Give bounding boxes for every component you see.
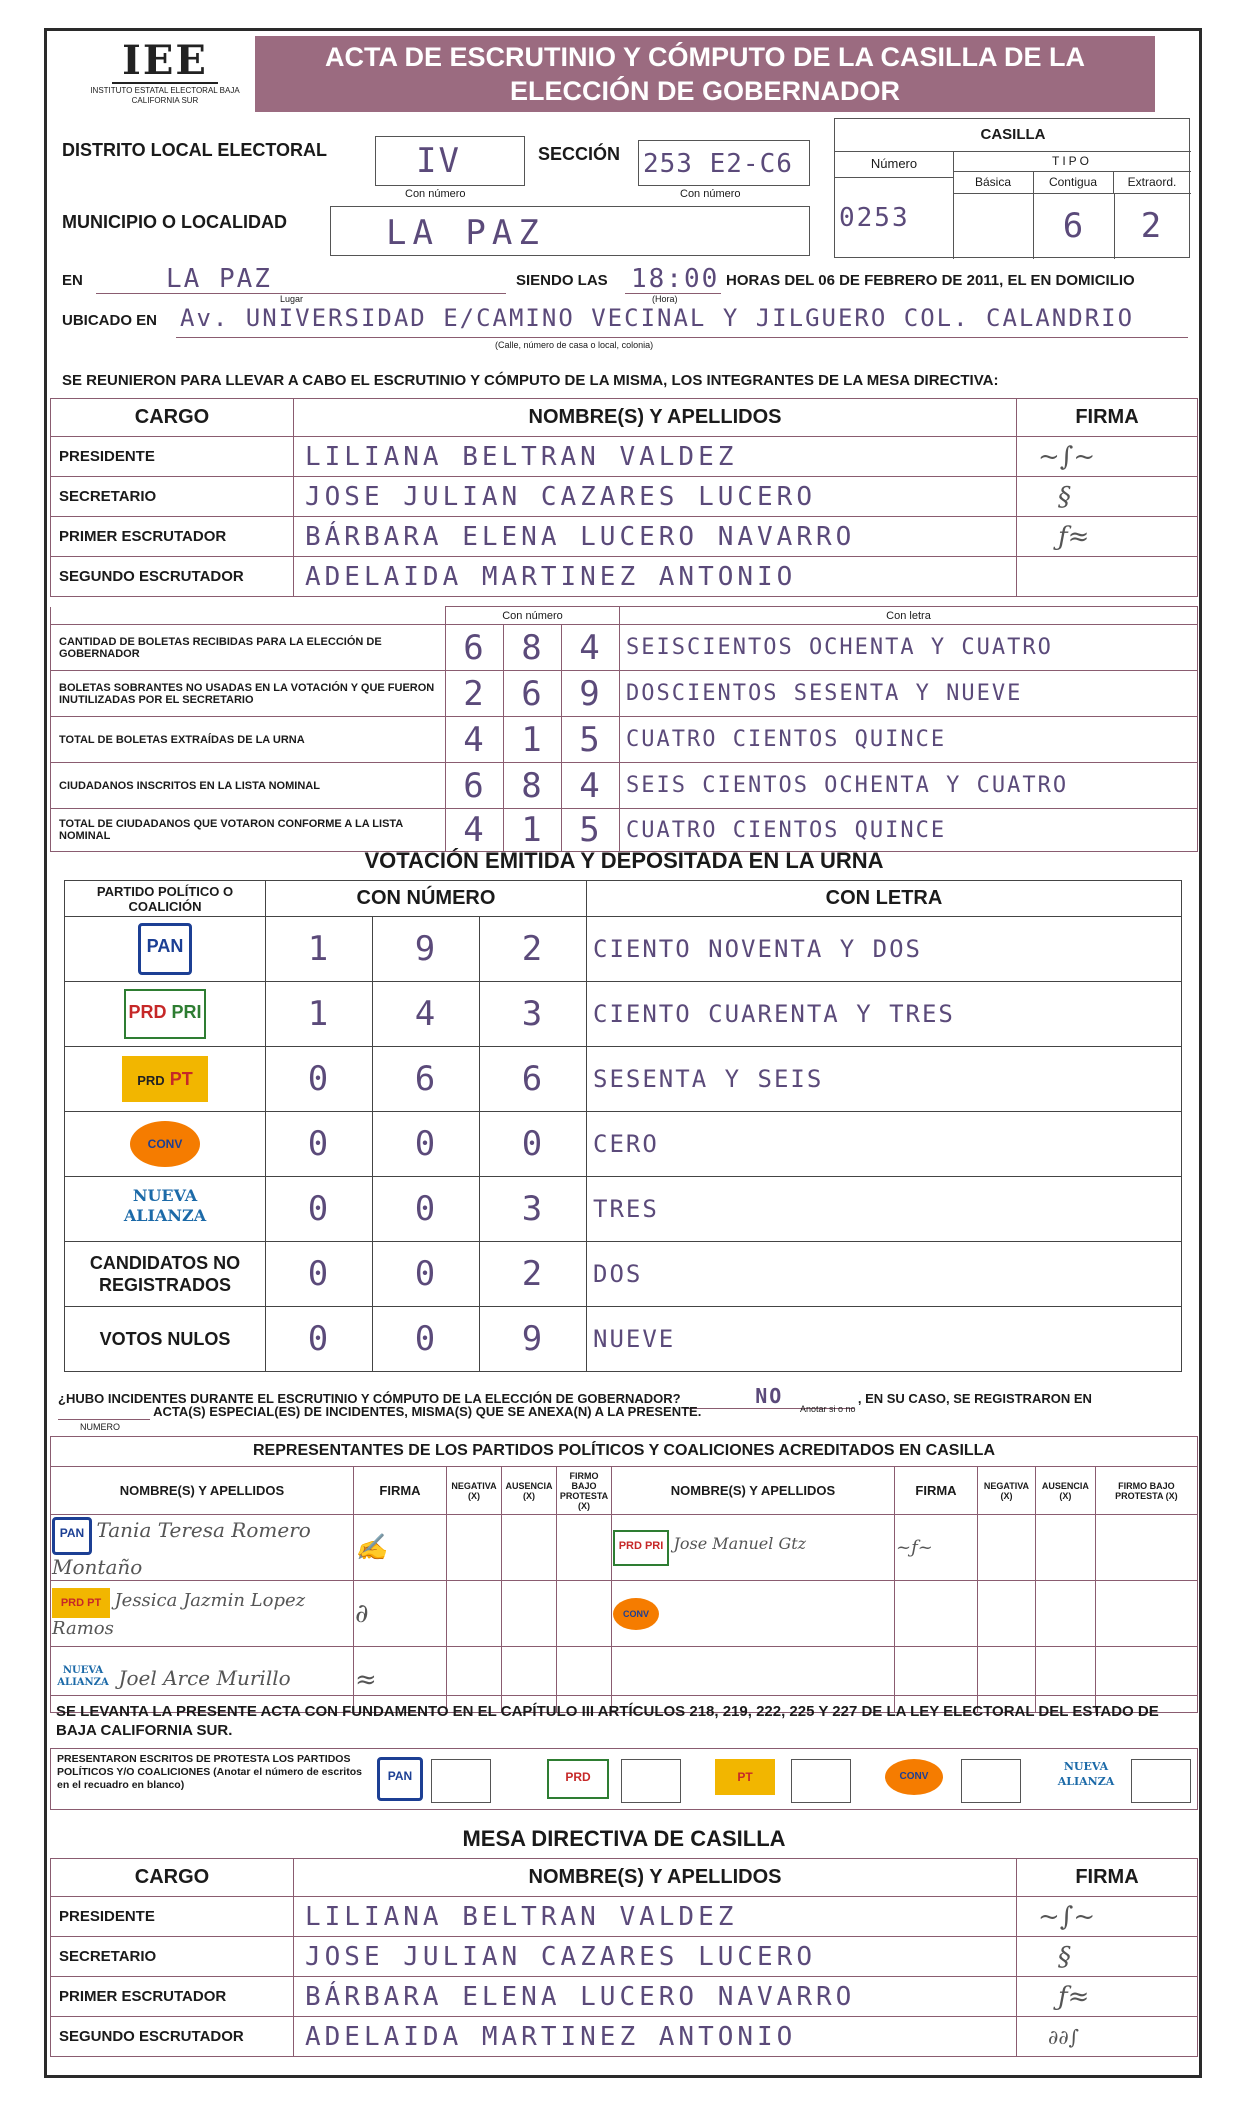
casilla-contigua-field[interactable] — [1033, 193, 1115, 259]
incidentes-question: ¿HUBO INCIDENTES DURANTE EL ESCRUTINIO Y CÓMPUTO DE LA ELECCIÓN DE GOBERNADOR? — [58, 1391, 681, 1406]
representantes-title: REPRESENTANTES DE LOS PARTIDOS POLÍTICOS Y COALICIONES ACREDITADOS EN CASILLA — [253, 1442, 995, 1459]
rep-nombre: Tania Teresa Romero Montaño — [52, 1517, 311, 1579]
mesa2-row — [51, 2017, 1198, 2057]
boletas-digit[interactable]: 4 — [562, 625, 620, 671]
signature-mark: ✍ — [355, 1532, 388, 1563]
boletas-digit[interactable]: 5 — [562, 809, 620, 852]
casilla-box — [834, 118, 1190, 258]
signature-mark: ~∫~ — [1038, 1901, 1096, 1932]
votacion-row — [65, 917, 1182, 982]
casilla-extraord-field[interactable] — [1113, 193, 1191, 259]
votos-digit[interactable]: 9 — [480, 1307, 587, 1372]
mesa-nombres-header: NOMBRE(S) Y APELLIDOS — [294, 399, 1017, 437]
en-value: LA PAZ — [166, 264, 272, 294]
mesa-firma-field[interactable] — [1017, 437, 1198, 477]
lugar-hint: Lugar — [280, 294, 304, 304]
mesa-nombre-field[interactable] — [294, 477, 1017, 517]
protesta-prd-pri-box[interactable] — [621, 1759, 681, 1803]
siendo-label: SIENDO LAS — [516, 272, 608, 289]
prd-pri-logo: PRD PRI — [613, 1530, 669, 1566]
mesa2-firma-field[interactable] — [1017, 1897, 1198, 1937]
mesa-firma-field[interactable] — [1017, 557, 1198, 597]
nueva-alianza-logo — [115, 1186, 215, 1232]
protesta-na-box[interactable] — [1131, 1759, 1191, 1803]
votos-digit[interactable]: 3 — [480, 982, 587, 1047]
boletas-digit[interactable]: 8 — [504, 625, 562, 671]
boletas-row — [51, 809, 1198, 852]
pt-logo-text: PT — [737, 1770, 753, 1784]
votos-digit[interactable]: 0 — [266, 1112, 373, 1177]
votos-letra[interactable]: NUEVE — [587, 1307, 1182, 1372]
seccion-field[interactable] — [638, 140, 810, 186]
boletas-table — [50, 606, 1198, 852]
boletas-label: TOTAL DE CIUDADANOS QUE VOTARON CONFORME A LA LISTA NOMINAL — [51, 809, 446, 852]
party-cell-na — [65, 1177, 266, 1242]
incidentes-line2-text: ACTA(S) ESPECIAL(ES) DE INCIDENTES, MISMA(S) QUE SE ANEXA(N) A LA PRESENTE. — [153, 1404, 702, 1419]
votos-digit[interactable]: 0 — [373, 1112, 480, 1177]
signature-mark: ~∫~ — [1038, 441, 1096, 472]
ubicado-hint: (Calle, número de casa o local, colonia) — [495, 340, 654, 350]
votos-digit[interactable]: 6 — [373, 1047, 480, 1112]
protesta-conv-box[interactable] — [961, 1759, 1021, 1803]
rep-firma-header-right: FIRMA — [895, 1467, 978, 1515]
votos-digit[interactable]: 2 — [480, 917, 587, 982]
form-title-line2: ELECCIÓN DE GOBERNADOR — [509, 76, 901, 106]
mesa2-row — [51, 1937, 1198, 1977]
mesa2-cargo: PRIMER ESCRUTADOR — [51, 1977, 294, 2017]
rep-negativa-header: NEGATIVA (X) — [447, 1467, 502, 1515]
form-title — [255, 36, 1155, 112]
rep-firma-field[interactable] — [895, 1581, 978, 1647]
prd-pt-logo: PRD PT — [52, 1588, 110, 1618]
protesta-row — [50, 1748, 1198, 1810]
votos-digit[interactable]: 0 — [266, 1307, 373, 1372]
prd-logo-text: PRD — [137, 1073, 165, 1088]
boletas-numero-header: Con número — [446, 607, 620, 625]
boletas-digit[interactable]: 9 — [562, 671, 620, 717]
rep-ausencia-box[interactable] — [502, 1515, 557, 1581]
rep-protesta-box[interactable] — [1095, 1581, 1197, 1647]
distrito-value: IV — [416, 141, 461, 181]
convergencia-logo: CONV — [885, 1759, 943, 1795]
rep-firma-header: FIRMA — [354, 1467, 447, 1515]
boletas-digit[interactable]: 6 — [446, 763, 504, 809]
boletas-row — [51, 763, 1198, 809]
protesta-pan-box[interactable] — [431, 1759, 491, 1803]
pt-logo-text: PT — [169, 1069, 193, 1089]
rep-nombre-field[interactable] — [612, 1581, 895, 1647]
mesa-nombre-field[interactable] — [294, 517, 1017, 557]
votacion-row — [65, 1047, 1182, 1112]
distrito-label: DISTRITO LOCAL ELECTORAL — [62, 140, 328, 160]
votos-digit[interactable]: 1 — [266, 917, 373, 982]
rep-firma-field[interactable] — [354, 1515, 447, 1581]
na-logo-line1: NUEVA — [132, 1186, 198, 1205]
boletas-row — [51, 625, 1198, 671]
boletas-label: TOTAL DE BOLETAS EXTRAÍDAS DE LA URNA — [51, 717, 446, 763]
mesa2-cargo: SEGUNDO ESCRUTADOR — [51, 2017, 294, 2057]
prd-logo-text: PRD — [128, 1002, 167, 1022]
boletas-label: CANTIDAD DE BOLETAS RECIBIDAS PARA LA ELECCIÓN DE GOBERNADOR — [51, 625, 446, 671]
mesa-table-bottom — [50, 1858, 1198, 2057]
votos-digit[interactable]: 3 — [480, 1177, 587, 1242]
ubicado-field[interactable] — [176, 302, 1188, 338]
pan-logo: PAN — [138, 923, 192, 975]
boletas-digit[interactable]: 1 — [504, 717, 562, 763]
votos-nulos-label: VOTOS NULOS — [65, 1307, 266, 1372]
casilla-tipo-label: TIPO — [953, 151, 1191, 172]
rep-ausencia-header: AUSENCIA (X) — [502, 1467, 557, 1515]
rep-nombres-header: NOMBRE(S) Y APELLIDOS — [51, 1467, 354, 1515]
mesa-nombre: ADELAIDA MARTINEZ ANTONIO — [305, 561, 797, 592]
rep-protesta-box[interactable] — [557, 1581, 612, 1647]
votos-digit[interactable]: 0 — [373, 1242, 480, 1307]
rep-ausencia-box[interactable] — [1035, 1581, 1095, 1647]
mesa-firma-header: FIRMA — [1017, 399, 1198, 437]
no-registrados-label: CANDIDATOS NO REGISTRADOS — [65, 1242, 266, 1307]
ubicado-value: Av. UNIVERSIDAD E/CAMINO VECINAL Y JILGUERO COL. CALANDRIO — [180, 304, 1135, 332]
representantes-table — [50, 1466, 1198, 1713]
boletas-digit[interactable]: 6 — [504, 671, 562, 717]
casilla-extraord-label: Extraord. — [1127, 175, 1177, 189]
casilla-numero-label: Número — [835, 151, 954, 178]
numero-hint: NUMERO — [80, 1422, 120, 1432]
casilla-basica-label: Básica — [953, 171, 1034, 193]
rep-negativa-box[interactable] — [447, 1515, 502, 1581]
votos-digit[interactable]: 1 — [266, 982, 373, 1047]
party-cell-conv — [65, 1112, 266, 1177]
rep-row — [51, 1581, 1198, 1647]
votos-digit[interactable]: 9 — [373, 917, 480, 982]
mesa2-nombre: JOSE JULIAN CAZARES LUCERO — [305, 1941, 816, 1972]
mesa-row — [51, 517, 1198, 557]
mesa2-cargo-header: CARGO — [51, 1859, 294, 1897]
boletas-letra[interactable]: CUATRO CIENTOS QUINCE — [620, 809, 1198, 852]
rep-nombre-field[interactable] — [612, 1515, 895, 1581]
rep-nombres-header-right: NOMBRE(S) Y APELLIDOS — [612, 1467, 895, 1515]
party-cell-prd-pt — [65, 1047, 266, 1112]
party-cell-pan — [65, 917, 266, 982]
incidentes-tail: , EN SU CASO, SE REGISTRARON EN — [857, 1391, 1092, 1406]
nueva-alianza-logo: NUEVA ALIANZA — [57, 1664, 109, 1688]
mesa-nombre: JOSE JULIAN CAZARES LUCERO — [305, 481, 816, 512]
boletas-digit[interactable]: 2 — [446, 671, 504, 717]
boletas-letra-header: Con letra — [620, 607, 1198, 625]
votacion-title: VOTACIÓN EMITIDA Y DEPOSITADA EN LA URNA — [364, 848, 884, 873]
boletas-label: BOLETAS SOBRANTES NO USADAS EN LA VOTACIÓN Y QUE FUERON INUTILIZADAS POR EL SECRETARIO — [51, 671, 446, 717]
boletas-digit[interactable]: 8 — [504, 763, 562, 809]
municipio-field[interactable] — [330, 206, 810, 256]
mesa-nombre: LILIANA BELTRAN VALDEZ — [305, 441, 738, 472]
en-label: EN — [62, 272, 83, 289]
votacion-table — [64, 880, 1182, 1372]
boletas-digit[interactable]: 1 — [504, 809, 562, 852]
casilla-contigua-label: Contigua — [1033, 171, 1114, 193]
rep-negativa-header-right: NEGATIVA (X) — [978, 1467, 1036, 1515]
boletas-letra[interactable]: SEISCIENTOS OCHENTA Y CUATRO — [620, 625, 1198, 671]
mesa-table-top — [50, 398, 1198, 597]
casilla-contigua-value: 6 — [1062, 206, 1086, 246]
incidentes-numero-field[interactable] — [58, 1404, 150, 1420]
rep-ausencia-header-right: AUSENCIA (X) — [1035, 1467, 1095, 1515]
en-field[interactable] — [96, 264, 506, 294]
prd-pt-logo — [715, 1759, 775, 1795]
iee-logo-subtitle: INSTITUTO ESTATAL ELECTORAL BAJA CALIFORNIA SUR — [90, 86, 240, 105]
rep-negativa-box[interactable] — [978, 1581, 1036, 1647]
mesa-firma-field[interactable] — [1017, 517, 1198, 557]
mesa-row — [51, 477, 1198, 517]
incidentes-answer: NO — [755, 1384, 784, 1408]
votos-letra[interactable]: CERO — [587, 1112, 1182, 1177]
anotar-hint: Anotar si o no — [800, 1404, 856, 1414]
boletas-digit[interactable]: 4 — [446, 717, 504, 763]
mesa2-nombres-header: NOMBRE(S) Y APELLIDOS — [294, 1859, 1017, 1897]
rep-negativa-box[interactable] — [978, 1515, 1036, 1581]
na-logo-line1: NUEVA — [1063, 1760, 1109, 1773]
rep-nombre-field[interactable] — [51, 1581, 354, 1647]
mesa-nombre-field[interactable] — [294, 557, 1017, 597]
mesa2-nombre-field[interactable] — [294, 1897, 1017, 1937]
votos-letra[interactable]: DOS — [587, 1242, 1182, 1307]
mesa2-firma-field[interactable] — [1017, 2017, 1198, 2057]
mesa2-nombre-field[interactable] — [294, 2017, 1017, 2057]
votos-digit[interactable]: 4 — [373, 982, 480, 1047]
rep-ausencia-box[interactable] — [1035, 1515, 1095, 1581]
mesa-cargo: PRIMER ESCRUTADOR — [51, 517, 294, 557]
mesa2-firma-field[interactable] — [1017, 1977, 1198, 2017]
votacion-row — [65, 1307, 1182, 1372]
votos-digit[interactable]: 6 — [480, 1047, 587, 1112]
votacion-row — [65, 1177, 1182, 1242]
rep-negativa-box[interactable] — [447, 1581, 502, 1647]
distrito-field[interactable] — [375, 136, 525, 186]
fecha-text: HORAS DEL 06 DE FEBRERO DE 2011, EL EN DOMICILIO — [726, 272, 1135, 289]
votos-digit[interactable]: 0 — [266, 1177, 373, 1242]
signature-mark: ≈ — [355, 1664, 377, 1695]
rep-protesta-header: FIRMO BAJO PROTESTA (X) — [557, 1467, 612, 1515]
incidentes-line2 — [58, 1404, 1198, 1420]
mesa2-row — [51, 1977, 1198, 2017]
rep-ausencia-box[interactable] — [502, 1581, 557, 1647]
prd-logo-text: PRD — [565, 1770, 591, 1784]
votos-letra[interactable]: CIENTO CUARENTA Y TRES — [587, 982, 1182, 1047]
iee-logo-mark: IEE — [112, 40, 218, 84]
mesa-row — [51, 437, 1198, 477]
votos-digit[interactable]: 0 — [266, 1047, 373, 1112]
votos-digit[interactable]: 0 — [373, 1177, 480, 1242]
seccion-label: SECCIÓN — [538, 144, 621, 164]
ubicado-label: UBICADO EN — [62, 312, 158, 329]
casilla-numero-value: 0253 — [839, 203, 910, 233]
signature-mark: ~ƒ~ — [896, 1537, 933, 1558]
casilla-numero-field[interactable] — [835, 177, 954, 259]
votacion-letra-header: CON LETRA — [587, 881, 1182, 917]
party-cell-prd-pri — [65, 982, 266, 1047]
votos-letra[interactable]: TRES — [587, 1177, 1182, 1242]
boletas-row — [51, 671, 1198, 717]
mesa-row — [51, 557, 1198, 597]
seccion-value: 253 E2-C6 — [643, 149, 793, 179]
rep-firma-field[interactable] — [895, 1515, 978, 1581]
mesa2-firma-field[interactable] — [1017, 1937, 1198, 1977]
signature-mark: ƒ≈ — [1058, 521, 1090, 552]
signature-mark: ƒ≈ — [1058, 1981, 1090, 2012]
pan-logo: PAN — [52, 1517, 92, 1555]
mesa-firma-field[interactable] — [1017, 477, 1198, 517]
iee-logo — [90, 37, 240, 120]
votos-digit[interactable]: 0 — [480, 1112, 587, 1177]
boletas-row — [51, 717, 1198, 763]
pan-logo: PAN — [377, 1757, 423, 1801]
votos-letra[interactable]: SESENTA Y SEIS — [587, 1047, 1182, 1112]
mesa2-cargo: PRESIDENTE — [51, 1897, 294, 1937]
boletas-letra[interactable]: DOSCIENTOS SESENTA Y NUEVE — [620, 671, 1198, 717]
rep-protesta-box[interactable] — [1095, 1515, 1197, 1581]
signature-mark: § — [1058, 481, 1071, 512]
boletas-digit[interactable]: 6 — [446, 625, 504, 671]
mesa2-nombre: ADELAIDA MARTINEZ ANTONIO — [305, 2021, 797, 2052]
votos-digit[interactable]: 0 — [266, 1242, 373, 1307]
convergencia-logo: CONV — [130, 1121, 200, 1167]
rep-nombre: Joel Arce Murillo — [118, 1665, 291, 1690]
nueva-alianza-logo — [1051, 1759, 1121, 1795]
hora-field[interactable] — [625, 264, 721, 294]
mesa-cargo: PRESIDENTE — [51, 437, 294, 477]
distrito-hint: Con número — [405, 188, 466, 200]
mesa2-row — [51, 1897, 1198, 1937]
votos-digit[interactable]: 2 — [480, 1242, 587, 1307]
rep-nombre: Jose Manuel Gtz — [673, 1533, 807, 1553]
boletas-digit[interactable]: 4 — [446, 809, 504, 852]
votacion-row — [65, 982, 1182, 1047]
mesa2-nombre: LILIANA BELTRAN VALDEZ — [305, 1901, 738, 1932]
votos-digit[interactable]: 0 — [373, 1307, 480, 1372]
fundamento-text: SE LEVANTA LA PRESENTE ACTA CON FUNDAMENTO EN EL CAPÍTULO III ARTÍCULOS 218, 219, 222, 225 Y 227 DE LA LEY ELECTORAL DEL ESTADO DE BAJA CALIFORNIA SUR. — [56, 1703, 1159, 1739]
protesta-prd-pt-box[interactable] — [791, 1759, 851, 1803]
votos-letra[interactable]: CIENTO NOVENTA Y DOS — [587, 917, 1182, 982]
convergencia-logo: CONV — [613, 1598, 659, 1630]
boletas-digit[interactable]: 4 — [562, 763, 620, 809]
mesa2-cargo: SECRETARIO — [51, 1937, 294, 1977]
rep-protesta-header-right: FIRMO BAJO PROTESTA (X) — [1095, 1467, 1197, 1515]
signature-mark: ∂ — [355, 1598, 369, 1629]
rep-protesta-box[interactable] — [557, 1515, 612, 1581]
mesa-cargo-header: CARGO — [51, 399, 294, 437]
boletas-letra[interactable]: CUATRO CIENTOS QUINCE — [620, 717, 1198, 763]
municipio-value: LA PAZ — [386, 213, 545, 253]
municipio-label: MUNICIPIO O LOCALIDAD — [62, 212, 287, 232]
rep-firma-field[interactable] — [354, 1581, 447, 1647]
casilla-extraord-value: 2 — [1140, 206, 1164, 246]
rep-row — [51, 1515, 1198, 1581]
na-logo-line2: ALIANZA — [123, 1206, 207, 1225]
pri-logo-text: PRI — [171, 1002, 202, 1022]
hora-hint: (Hora) — [652, 294, 678, 304]
mesa-cargo: SECRETARIO — [51, 477, 294, 517]
prd-pt-logo — [122, 1056, 208, 1102]
prd-pri-logo — [547, 1759, 609, 1799]
rep-nombre-field[interactable] — [51, 1515, 354, 1581]
boletas-label: CIUDADANOS INSCRITOS EN LA LISTA NOMINAL — [51, 763, 446, 809]
rep-nombre: Jessica Jazmin Lopez Ramos — [52, 1590, 306, 1639]
seccion-hint: Con número — [680, 188, 741, 200]
mesa-nombre: BÁRBARA ELENA LUCERO NAVARRO — [305, 521, 856, 552]
mesa2-firma-header: FIRMA — [1017, 1859, 1198, 1897]
reunion-text: SE REUNIERON PARA LLEVAR A CABO EL ESCRUTINIO Y CÓMPUTO DE LA MISMA, LOS INTEGRANTES DE LA MESA DIRECTIVA: — [62, 372, 999, 389]
boletas-digit[interactable]: 5 — [562, 717, 620, 763]
mesa2-nombre-field[interactable] — [294, 1977, 1017, 2017]
form-title-line1: ACTA DE ESCRUTINIO Y CÓMPUTO DE LA CASILLA DE LA — [324, 42, 1086, 72]
mesa2-title: MESA DIRECTIVA DE CASILLA — [462, 1826, 786, 1851]
mesa2-nombre-field[interactable] — [294, 1937, 1017, 1977]
mesa-nombre-field[interactable] — [294, 437, 1017, 477]
votacion-row — [65, 1242, 1182, 1307]
mesa2-nombre: BÁRBARA ELENA LUCERO NAVARRO — [305, 1981, 856, 2012]
votacion-partido-header: PARTIDO POLÍTICO O COALICIÓN — [65, 881, 266, 917]
protesta-text: PRESENTARON ESCRITOS DE PROTESTA LOS PARTIDOS POLÍTICOS Y/O COALICIONES (Anotar el número de escritos en el recuadro en blanco) — [57, 1753, 362, 1791]
boletas-letra[interactable]: SEIS CIENTOS OCHENTA Y CUATRO — [620, 763, 1198, 809]
votacion-numero-header: CON NÚMERO — [266, 881, 587, 917]
signature-mark: ∂∂∫ — [1048, 2024, 1080, 2049]
casilla-title: CASILLA — [835, 119, 1191, 152]
hora-value: 18:00 — [631, 264, 720, 294]
mesa-cargo: SEGUNDO ESCRUTADOR — [51, 557, 294, 597]
votacion-row — [65, 1112, 1182, 1177]
na-logo-line2: ALIANZA — [1057, 1775, 1115, 1788]
signature-mark: § — [1058, 1941, 1071, 1972]
prd-pri-logo — [124, 989, 206, 1039]
